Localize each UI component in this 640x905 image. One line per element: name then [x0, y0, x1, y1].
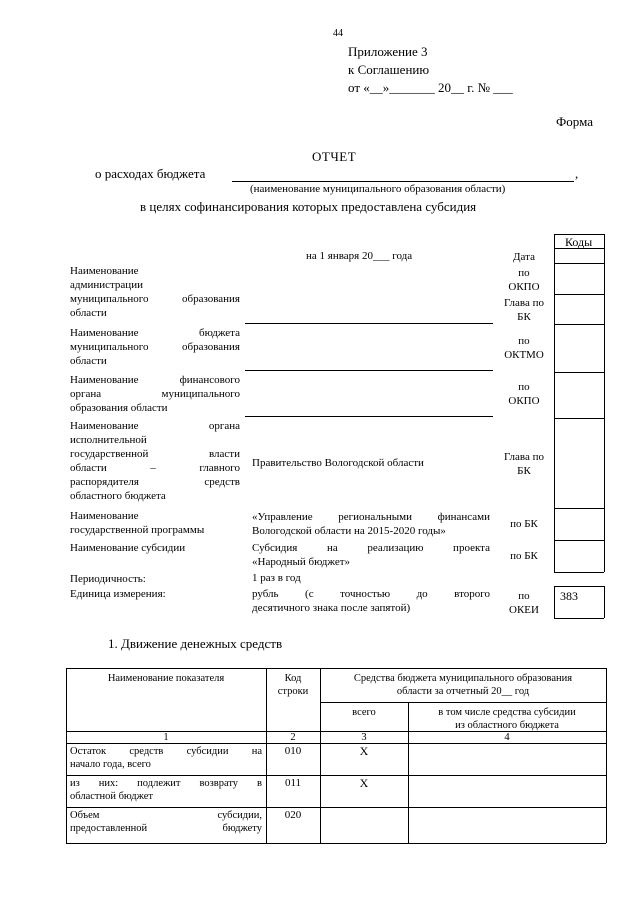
table-row: из них: подлежит возврату в областной бюджет — [70, 778, 262, 802]
code-label-bk-2: по БК — [510, 550, 538, 562]
code-label-okei: по ОКЕИ — [509, 590, 539, 616]
row-code: 020 — [284, 809, 302, 821]
label-financial-organ: Наименование финансового органа муниципального образования области — [70, 374, 240, 414]
appendix-label: Приложение 3 — [348, 44, 428, 59]
page-number: 44 — [333, 28, 343, 39]
finorgan-value-line — [245, 416, 493, 417]
col-num-2: 2 — [290, 732, 296, 743]
okei-code-value: 383 — [560, 589, 578, 603]
periodicity-value: 1 раз в год — [252, 572, 301, 584]
municipality-name-line — [232, 181, 574, 182]
col-num-4: 4 — [504, 732, 510, 743]
title-line3: в целях софинансирования которых предоставлена субсидия — [140, 199, 477, 214]
code-label-oktmo: по ОКТМО — [504, 335, 544, 361]
row-code: 010 — [284, 745, 302, 757]
form-label: Форма — [556, 114, 593, 129]
report-date: на 1 января 20___ года — [306, 250, 413, 262]
label-subsidy: Наименование субсидии — [70, 542, 186, 554]
admin-value-line — [245, 323, 493, 324]
code-label-okpo-1: по ОКПО — [508, 267, 540, 293]
row-total: Х — [359, 744, 369, 758]
col-num-1: 1 — [163, 732, 169, 743]
label-budget: Наименование бюджета муниципального образования области — [70, 327, 240, 367]
table-row: Остаток средств субсидии на начало года, всего — [70, 746, 262, 770]
unit-value: рубль (с точностью до второго десятичного знака после запятой) — [252, 588, 490, 614]
code-label-date: Дата — [513, 251, 535, 263]
agreement-label: к Соглашению — [348, 62, 430, 77]
executive-value: Правительство Вологодской области — [252, 457, 424, 469]
label-periodicity: Периодичность: — [70, 573, 146, 585]
label-unit: Единица измерения: — [70, 588, 166, 600]
section-1-heading: 1. Движение денежных средств — [108, 636, 283, 651]
codes-header: Коды — [565, 235, 593, 249]
col-header-funds: Средства бюджета муниципального образования области за отчетный 20__ год — [353, 673, 573, 697]
label-program: Наименование государственной программы — [70, 510, 205, 536]
row-total: Х — [359, 776, 369, 790]
table-row: Объем субсидии, предоставленной бюджету — [70, 810, 262, 834]
col-header-subsidy: в том числе средства субсидии из областного бюджета — [438, 707, 576, 731]
municipality-hint: (наименование муниципального образования области) — [250, 183, 506, 195]
label-executive-organ: Наименование органа исполнительной государственной власти области – главного распорядителя средств областного бюджета — [70, 420, 240, 502]
code-label-okpo-2: по ОКПО — [508, 381, 540, 407]
title-line2: о расходах бюджета — [95, 166, 206, 181]
col-header-code: Код строки — [277, 673, 309, 697]
budget-value-line — [245, 370, 493, 371]
code-label-bk-1: по БК — [510, 518, 538, 530]
subsidy-value: Субсидия на реализацию проекта «Народный бюджет» — [252, 542, 490, 568]
label-administration: Наименование администрации муниципального образования области — [70, 265, 240, 319]
program-value: «Управление региональными финансами Вологодской области на 2015-2020 годы» — [252, 511, 490, 537]
col-header-indicator: Наименование показателя — [107, 673, 225, 684]
col-header-total: всего — [352, 707, 376, 718]
row-code: 011 — [284, 777, 302, 789]
code-label-glava-1: Глава по БК — [504, 297, 544, 323]
agreement-date-line: от «__»_______ 20__ г. № ___ — [348, 80, 513, 95]
col-num-3: 3 — [361, 732, 367, 743]
report-title: ОТЧЕТ — [312, 149, 357, 164]
code-label-glava-2: Глава по БК — [504, 451, 544, 477]
title-comma: , — [575, 166, 579, 181]
